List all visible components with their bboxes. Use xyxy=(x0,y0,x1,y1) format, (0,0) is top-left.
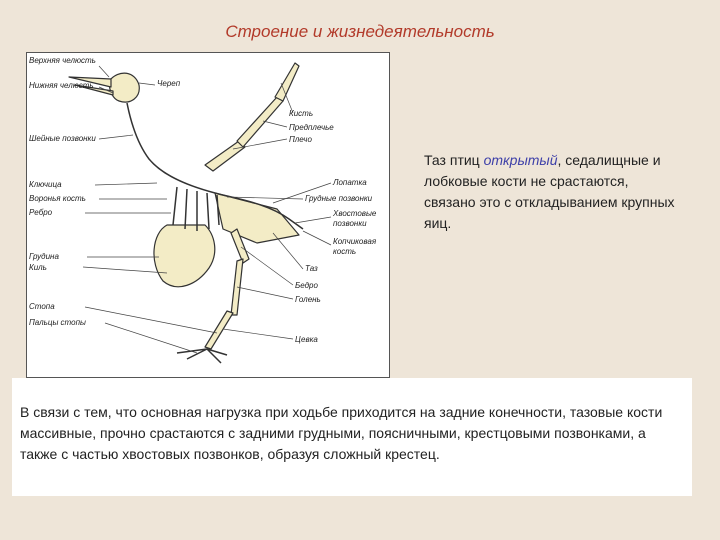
label-humerus: Плечо xyxy=(289,135,312,144)
label-lower-jaw: Нижняя челюсть xyxy=(29,81,94,90)
label-rib: Ребро xyxy=(29,208,53,217)
label-tail-vertebrae: Хвостовые позвонки xyxy=(333,209,377,228)
bird-skeleton-figure xyxy=(26,52,390,378)
wing-forearm xyxy=(237,97,283,147)
label-toes: Пальцы стопы xyxy=(29,318,86,327)
pelvis-note-highlight: открытый xyxy=(483,152,558,168)
label-tibia: Голень xyxy=(295,295,321,304)
label-neck-vertebrae: Шейные позвонки xyxy=(29,134,96,143)
label-sternum: Грудина xyxy=(29,252,59,261)
label-clavicle: Ключица xyxy=(29,180,62,189)
label-hand: Кисть xyxy=(289,109,314,118)
label-femur: Бедро xyxy=(295,281,318,290)
pelvis-note-prefix: Таз птиц xyxy=(424,152,484,168)
slide-title: Строение и жизнедеятельность xyxy=(225,22,495,41)
label-foot: Стопа xyxy=(29,302,55,311)
wing-hand xyxy=(275,63,299,101)
wing-humerus xyxy=(205,141,245,171)
load-note xyxy=(12,378,692,496)
skull-bone xyxy=(109,73,139,102)
label-skull: Череп xyxy=(157,79,181,88)
label-pelvis: Таз xyxy=(305,264,318,273)
pelvis-note xyxy=(424,150,676,234)
pelvis-note-suffix: , седалищные и лобковые кости не срастаются, связано это с откладыванием крупных яиц. xyxy=(424,152,675,231)
keel-bone xyxy=(154,225,215,287)
label-keel: Киль xyxy=(29,263,47,272)
label-tarsometatarsus: Цевка xyxy=(295,335,318,344)
neck-spine xyxy=(127,103,215,193)
label-upper-jaw: Верхняя челюсть xyxy=(29,56,96,65)
label-forearm: Предплечье xyxy=(289,123,334,132)
label-thoracic-vertebrae: Грудные позвонки xyxy=(305,194,373,203)
toe-lines xyxy=(177,349,227,363)
label-scapula: Лопатка xyxy=(333,178,367,187)
load-note-text: В связи с тем, что основная нагрузка при ходьбе приходится на задние конечности, тазовые кости массивные, прочно срастаются с задними грудными, поясничными, крестцовыми позвонками, а также с частью хвостовых позвонков, образуя сложный крестец. xyxy=(20,404,663,462)
label-pygostyle: Копчиковая кость xyxy=(333,237,377,256)
label-coracoid: Воронья кость xyxy=(29,194,86,203)
